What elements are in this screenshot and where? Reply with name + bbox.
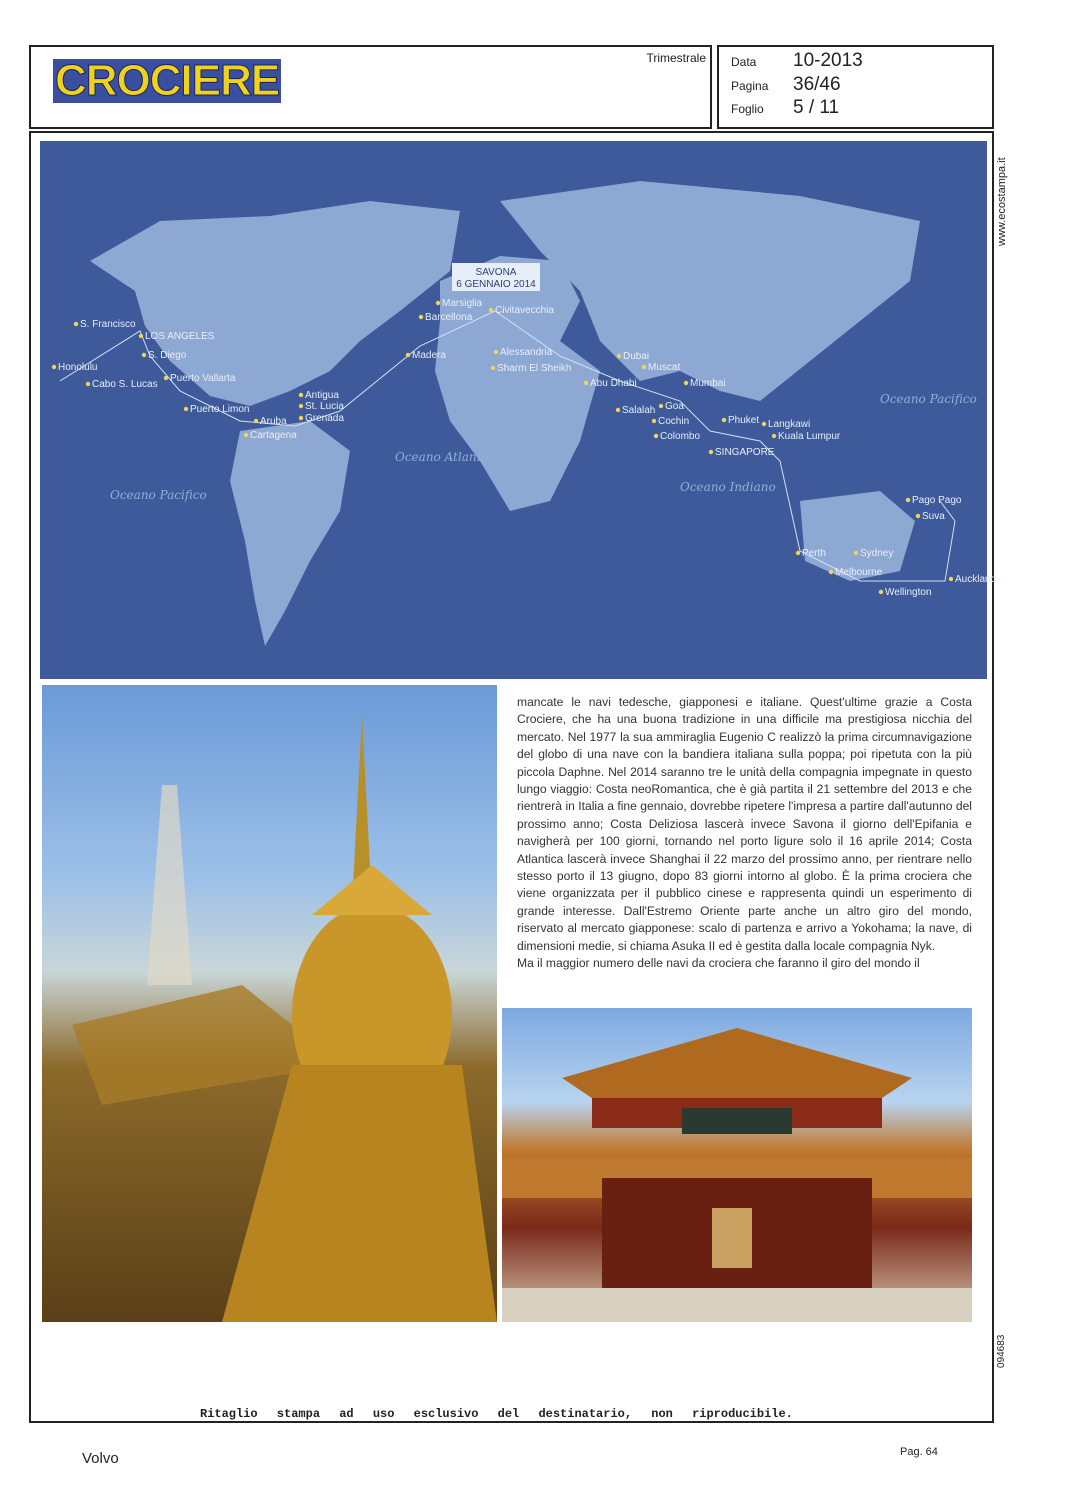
port-marker bbox=[184, 407, 188, 411]
place-label: Mumbai bbox=[690, 378, 726, 389]
place-label: Phuket bbox=[728, 415, 760, 426]
page-number: Pag. 64 bbox=[900, 1446, 938, 1458]
port-marker bbox=[406, 353, 410, 357]
place-label: Salalah bbox=[622, 405, 656, 416]
south-america-shape bbox=[230, 421, 350, 646]
periodicity: Trimestrale bbox=[646, 51, 706, 65]
port-marker bbox=[74, 322, 78, 326]
header-meta-box bbox=[717, 45, 994, 129]
place-label: Kuala Lumpur bbox=[778, 431, 841, 442]
port-marker bbox=[616, 408, 620, 412]
place-label: Sharm El Sheikh bbox=[497, 363, 572, 374]
callout-line-1: SAVONA bbox=[475, 267, 517, 278]
port-marker bbox=[142, 353, 146, 357]
callout-line-2: 6 GENNAIO 2014 bbox=[456, 279, 536, 290]
port-marker bbox=[494, 350, 498, 354]
port-marker bbox=[419, 315, 423, 319]
place-label: Suva bbox=[922, 511, 945, 522]
pagina-label: Pagina bbox=[731, 79, 769, 93]
ocean-label: Oceano Atlantico bbox=[395, 450, 500, 464]
place-label: Langkawi bbox=[768, 419, 811, 430]
place-label: Muscat bbox=[648, 362, 681, 373]
europe-africa-shape bbox=[435, 256, 600, 511]
place-label: S. Diego bbox=[148, 350, 187, 361]
place-label: Antigua bbox=[305, 390, 339, 401]
place-label: Colombo bbox=[660, 431, 701, 442]
foglio-value: 5 / 11 bbox=[793, 97, 840, 118]
port-marker bbox=[916, 514, 920, 518]
chinese-temple-photo bbox=[502, 1008, 972, 1322]
port-marker bbox=[86, 382, 90, 386]
clipping-code: 094683 bbox=[996, 1334, 1007, 1368]
place-label: Civitavecchia bbox=[495, 305, 554, 316]
website-vertical: www.ecostampa.it bbox=[996, 157, 1008, 246]
port-marker bbox=[617, 354, 621, 358]
port-marker bbox=[879, 590, 883, 594]
data-value: 10-2013 bbox=[793, 50, 863, 71]
port-marker bbox=[906, 498, 910, 502]
place-label: Cabo S. Lucas bbox=[92, 379, 158, 390]
data-label: Data bbox=[731, 55, 757, 69]
place-label: Cochin bbox=[658, 416, 690, 427]
place-label: Melbourne bbox=[835, 567, 883, 578]
ocean-label: Oceano Pacifico bbox=[880, 392, 977, 406]
port-marker bbox=[642, 365, 646, 369]
port-marker bbox=[709, 450, 713, 454]
port-marker bbox=[489, 308, 493, 312]
port-marker bbox=[654, 434, 658, 438]
port-marker bbox=[139, 334, 143, 338]
port-marker bbox=[772, 434, 776, 438]
place-label: LOS ANGELES bbox=[145, 331, 215, 342]
ocean-label: Oceano Pacifico bbox=[110, 488, 207, 502]
ocean-label: Oceano Indiano bbox=[680, 480, 776, 494]
place-label: St. Lucia bbox=[305, 401, 344, 412]
masthead-logo: CROCIERE bbox=[55, 56, 280, 105]
world-route-map bbox=[40, 141, 997, 679]
place-label: Perth bbox=[802, 548, 826, 559]
header-left-box bbox=[29, 45, 712, 129]
port-marker bbox=[299, 416, 303, 420]
place-label: Alessandria bbox=[500, 347, 553, 358]
place-label: Marsiglia bbox=[442, 298, 483, 309]
port-marker bbox=[854, 551, 858, 555]
place-label: S. Francisco bbox=[80, 319, 136, 330]
port-marker bbox=[949, 577, 953, 581]
article-paragraph-2: Ma il maggior numero delle navi da crociera che faranno il giro del mondo il bbox=[517, 956, 920, 971]
place-label: SINGAPORE bbox=[715, 447, 775, 458]
pagina-value: 36/46 bbox=[793, 74, 841, 95]
place-label: Madera bbox=[412, 350, 446, 361]
port-marker bbox=[52, 365, 56, 369]
place-label: Sydney bbox=[860, 548, 894, 559]
port-marker bbox=[796, 551, 800, 555]
place-label: Barcellona bbox=[425, 312, 473, 323]
port-marker bbox=[244, 433, 248, 437]
port-marker bbox=[829, 570, 833, 574]
north-america-shape bbox=[90, 201, 460, 406]
client-name: Volvo bbox=[82, 1450, 119, 1467]
port-marker bbox=[659, 404, 663, 408]
place-label: Puerto Limon bbox=[190, 404, 250, 415]
temple-statue-photo bbox=[42, 685, 497, 1322]
foglio-label: Foglio bbox=[731, 102, 764, 116]
place-label: Pago Pago bbox=[912, 495, 962, 506]
port-marker bbox=[436, 301, 440, 305]
port-marker bbox=[164, 376, 168, 380]
place-label: Honolulu bbox=[58, 362, 98, 373]
place-label: Abu Dhabi bbox=[590, 378, 637, 389]
port-marker bbox=[652, 419, 656, 423]
article-body bbox=[517, 694, 972, 973]
port-marker bbox=[722, 418, 726, 422]
place-label: Aruba bbox=[260, 416, 287, 427]
place-label: Auckland bbox=[955, 574, 997, 585]
article-paragraph-1: mancate le navi tedesche, giapponesi e italiane. Quest'ultime grazie a Costa Crociere, che ha una buona tradizione in una difficile ma prestigiosa nicchia del mercato. Nel 1977 la sua ammiraglia Eugenio C realizzò la prima circumnavigazione del globo di una nave con la bandiera italiana sulla poppa; poi ripetuta con la più piccola Daphne. Nel 2014 saranno tre le unità della compagnia impegnate in questo lungo viaggio: Costa neoRomantica, che è già partita il 21 settembre del 2013 e che rientrerà in Italia a fine gennaio, dovrebbe ripetere l'impresa a partire dall'autunno del prossimo anno; Costa Deliziosa lascerà invece Savona il giorno dell'Epifania e navigherà per 100 giorni, tornando nel porto ligure solo il 16 aprile 2014; Costa Atlantica lascerà invece Shanghai il 22 marzo del prossimo anno, per rientrare nello stesso porto il 13 giugno, dopo 83 giorni intorno al globo. È la prima crociera che viene organizzata per il pubblico cinese e rappresenta quindi un esperimento di grande interesse. Dall'Estremo Oriente parte anche un altro giro del mondo, riservato al mercato giapponese: scalo di partenza e arrivo a Yokohama; la nave, di dimensioni medie, si chiama Asuka II ed è gestita dalla locale compagnia Nyk. bbox=[517, 695, 972, 953]
place-label: Grenada bbox=[305, 413, 344, 424]
place-label: Cartagena bbox=[250, 430, 297, 441]
footer-notice: Ritaglio stampa ad uso esclusivo del destinatario, non riproducibile. bbox=[200, 1407, 793, 1421]
port-marker bbox=[299, 393, 303, 397]
port-marker bbox=[254, 419, 258, 423]
port-marker bbox=[299, 404, 303, 408]
place-label: Wellington bbox=[885, 587, 932, 598]
port-marker bbox=[584, 381, 588, 385]
place-label: Puerto Vallarta bbox=[170, 373, 236, 384]
port-marker bbox=[684, 381, 688, 385]
place-label: Goa bbox=[665, 401, 684, 412]
place-label: Dubai bbox=[623, 351, 650, 362]
port-marker bbox=[762, 422, 766, 426]
port-marker bbox=[491, 366, 495, 370]
